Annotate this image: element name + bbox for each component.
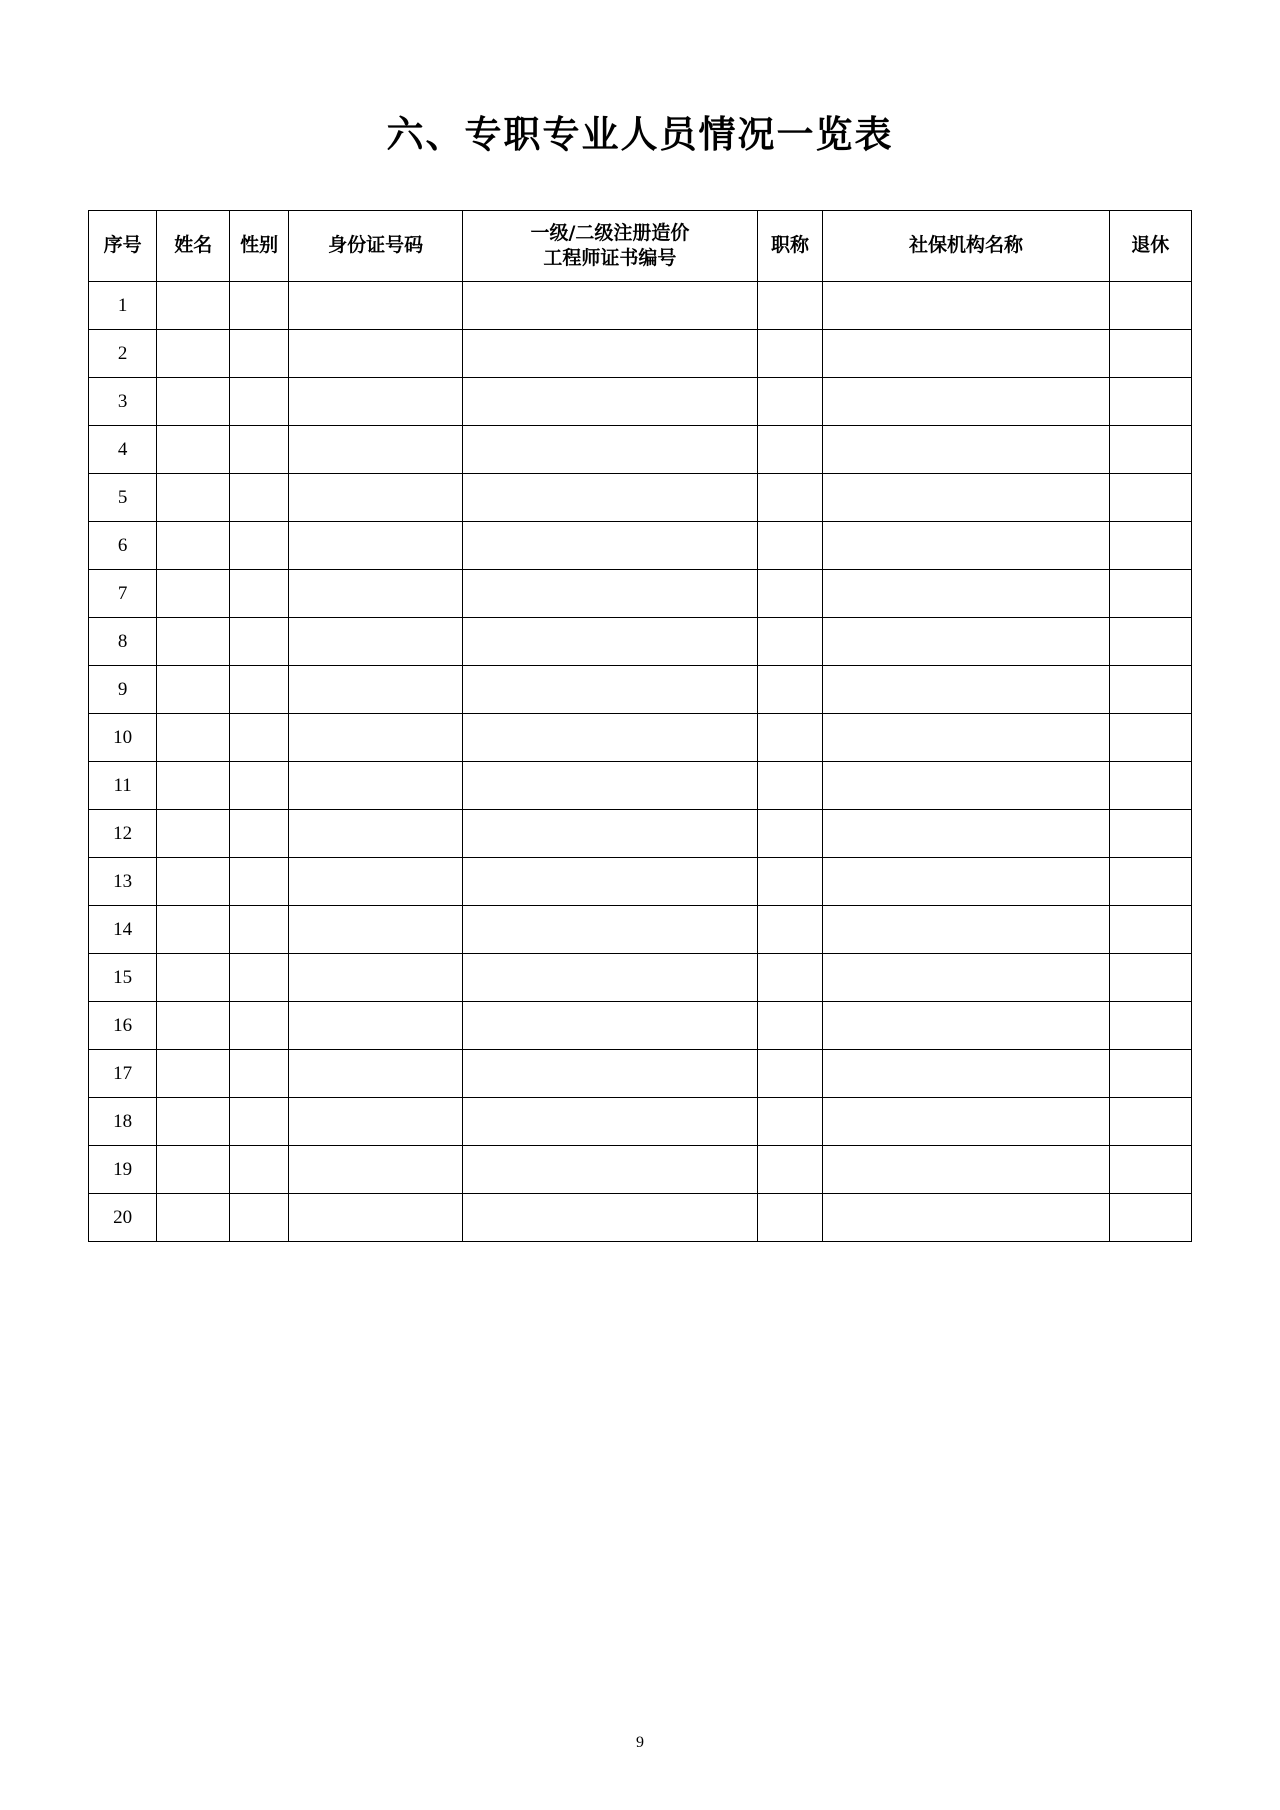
cell-index: 1 [89,282,157,330]
cell-retired[interactable] [1109,378,1191,426]
cell-index: 2 [89,330,157,378]
cell-name[interactable] [157,426,230,474]
cell-job-title[interactable] [757,1146,823,1194]
table-body [89,282,1192,1242]
column-header-index: 序号 [89,211,157,282]
cell-social-security-org[interactable] [823,858,1109,906]
cell-index: 11 [89,762,157,810]
table-row [89,666,1192,714]
table-row [89,762,1192,810]
cell-id-number[interactable] [289,1098,463,1146]
cell-certificate-number[interactable] [463,474,757,522]
cell-name[interactable] [157,378,230,426]
cell-id-number[interactable] [289,858,463,906]
cell-gender[interactable] [230,1194,289,1242]
cell-gender[interactable] [230,954,289,1002]
column-header-name: 姓名 [157,211,230,282]
cell-social-security-org[interactable] [823,378,1109,426]
cell-index: 7 [89,570,157,618]
table-row [89,282,1192,330]
certificate-header-line-1: 一级/二级注册造价 [530,221,690,244]
cell-social-security-org[interactable] [823,1146,1109,1194]
cell-social-security-org[interactable] [823,762,1109,810]
cell-gender[interactable] [230,762,289,810]
cell-id-number[interactable] [289,1002,463,1050]
cell-name[interactable] [157,666,230,714]
cell-certificate-number[interactable] [463,426,757,474]
cell-gender[interactable] [230,1098,289,1146]
cell-social-security-org[interactable] [823,954,1109,1002]
cell-id-number[interactable] [289,954,463,1002]
cell-index: 18 [89,1098,157,1146]
cell-certificate-number[interactable] [463,378,757,426]
personnel-table [88,210,1192,1242]
cell-job-title[interactable] [757,762,823,810]
cell-job-title[interactable] [757,618,823,666]
cell-name[interactable] [157,810,230,858]
cell-retired[interactable] [1109,426,1191,474]
cell-index: 15 [89,954,157,1002]
cell-job-title[interactable] [757,906,823,954]
cell-job-title[interactable] [757,570,823,618]
cell-retired[interactable] [1109,1194,1191,1242]
cell-social-security-org[interactable] [823,330,1109,378]
cell-id-number[interactable] [289,474,463,522]
cell-job-title[interactable] [757,426,823,474]
table-header-row [89,211,1192,282]
cell-retired[interactable] [1109,858,1191,906]
cell-index: 13 [89,858,157,906]
cell-name[interactable] [157,618,230,666]
cell-certificate-number[interactable] [463,906,757,954]
cell-name[interactable] [157,714,230,762]
cell-id-number[interactable] [289,522,463,570]
cell-job-title[interactable] [757,858,823,906]
cell-social-security-org[interactable] [823,1194,1109,1242]
cell-certificate-number[interactable] [463,1194,757,1242]
cell-job-title[interactable] [757,282,823,330]
cell-index: 3 [89,378,157,426]
cell-job-title[interactable] [757,378,823,426]
cell-job-title[interactable] [757,1098,823,1146]
cell-gender[interactable] [230,810,289,858]
page-number: 9 [636,1734,644,1751]
table-row [89,378,1192,426]
cell-certificate-number[interactable] [463,762,757,810]
table-row [89,1146,1192,1194]
table-row [89,954,1192,1002]
cell-id-number[interactable] [289,1146,463,1194]
table-header [89,211,1192,282]
cell-gender[interactable] [230,282,289,330]
cell-index: 19 [89,1146,157,1194]
cell-id-number[interactable] [289,906,463,954]
cell-index: 5 [89,474,157,522]
column-header-social-security-org: 社保机构名称 [823,211,1109,282]
cell-job-title[interactable] [757,1050,823,1098]
cell-name[interactable] [157,1050,230,1098]
cell-gender[interactable] [230,906,289,954]
cell-gender[interactable] [230,378,289,426]
column-header-job-title: 职称 [757,211,823,282]
cell-name[interactable] [157,570,230,618]
table-row [89,474,1192,522]
cell-retired[interactable] [1109,474,1191,522]
cell-gender[interactable] [230,1002,289,1050]
cell-social-security-org[interactable] [823,618,1109,666]
cell-retired[interactable] [1109,666,1191,714]
cell-id-number[interactable] [289,378,463,426]
cell-name[interactable] [157,522,230,570]
cell-certificate-number[interactable] [463,666,757,714]
cell-gender[interactable] [230,570,289,618]
cell-social-security-org[interactable] [823,1002,1109,1050]
cell-certificate-number[interactable] [463,618,757,666]
table-row [89,1002,1192,1050]
cell-name[interactable] [157,474,230,522]
cell-job-title[interactable] [757,330,823,378]
cell-certificate-number[interactable] [463,954,757,1002]
cell-id-number[interactable] [289,810,463,858]
cell-certificate-number[interactable] [463,1002,757,1050]
cell-job-title[interactable] [757,522,823,570]
table-row [89,906,1192,954]
cell-index: 8 [89,618,157,666]
table-row [89,522,1192,570]
cell-social-security-org[interactable] [823,1098,1109,1146]
cell-retired[interactable] [1109,906,1191,954]
cell-gender[interactable] [230,618,289,666]
cell-retired[interactable] [1109,618,1191,666]
cell-id-number[interactable] [289,666,463,714]
cell-index: 17 [89,1050,157,1098]
cell-name[interactable] [157,1194,230,1242]
cell-retired[interactable] [1109,1146,1191,1194]
cell-index: 9 [89,666,157,714]
table-container [0,210,1280,1242]
cell-job-title[interactable] [757,810,823,858]
cell-social-security-org[interactable] [823,666,1109,714]
column-header-gender: 性别 [230,211,289,282]
cell-certificate-number[interactable] [463,1146,757,1194]
cell-index: 14 [89,906,157,954]
cell-social-security-org[interactable] [823,906,1109,954]
cell-retired[interactable] [1109,1002,1191,1050]
cell-job-title[interactable] [757,666,823,714]
table-row [89,858,1192,906]
cell-id-number[interactable] [289,618,463,666]
cell-name[interactable] [157,1098,230,1146]
page-title: 六、专职专业人员情况一览表 [386,113,894,156]
cell-gender[interactable] [230,426,289,474]
cell-index: 4 [89,426,157,474]
cell-id-number[interactable] [289,762,463,810]
cell-social-security-org[interactable] [823,810,1109,858]
cell-id-number[interactable] [289,330,463,378]
cell-index: 6 [89,522,157,570]
certificate-header-line-2: 工程师证书编号 [543,247,677,270]
column-header-retired: 退休 [1109,211,1191,282]
cell-id-number[interactable] [289,282,463,330]
cell-retired[interactable] [1109,954,1191,1002]
column-header-id-number: 身份证号码 [289,211,463,282]
cell-certificate-number[interactable] [463,1050,757,1098]
cell-name[interactable] [157,858,230,906]
cell-job-title[interactable] [757,714,823,762]
table-row [89,570,1192,618]
cell-social-security-org[interactable] [823,474,1109,522]
cell-job-title[interactable] [757,954,823,1002]
cell-name[interactable] [157,954,230,1002]
cell-index: 10 [89,714,157,762]
cell-id-number[interactable] [289,570,463,618]
cell-retired[interactable] [1109,330,1191,378]
table-row [89,714,1192,762]
column-header-certificate-number [463,211,757,282]
cell-certificate-number[interactable] [463,522,757,570]
cell-certificate-number[interactable] [463,858,757,906]
cell-gender[interactable] [230,1050,289,1098]
cell-retired[interactable] [1109,570,1191,618]
cell-gender[interactable] [230,666,289,714]
cell-gender[interactable] [230,714,289,762]
cell-gender[interactable] [230,858,289,906]
cell-index: 16 [89,1002,157,1050]
cell-id-number[interactable] [289,714,463,762]
cell-gender[interactable] [230,474,289,522]
cell-social-security-org[interactable] [823,1050,1109,1098]
cell-name[interactable] [157,906,230,954]
table-row [89,426,1192,474]
cell-retired[interactable] [1109,810,1191,858]
cell-retired[interactable] [1109,522,1191,570]
cell-gender[interactable] [230,522,289,570]
table-row [89,618,1192,666]
table-row [89,1098,1192,1146]
cell-certificate-number[interactable] [463,1098,757,1146]
table-row [89,1050,1192,1098]
table-row [89,330,1192,378]
table-row [89,810,1192,858]
cell-index: 20 [89,1194,157,1242]
cell-certificate-number[interactable] [463,282,757,330]
cell-retired[interactable] [1109,282,1191,330]
cell-name[interactable] [157,330,230,378]
cell-name[interactable] [157,282,230,330]
cell-job-title[interactable] [757,1194,823,1242]
cell-certificate-number[interactable] [463,570,757,618]
cell-job-title[interactable] [757,474,823,522]
cell-gender[interactable] [230,1146,289,1194]
cell-name[interactable] [157,1002,230,1050]
cell-name[interactable] [157,1146,230,1194]
cell-job-title[interactable] [757,1002,823,1050]
cell-social-security-org[interactable] [823,570,1109,618]
cell-name[interactable] [157,762,230,810]
cell-retired[interactable] [1109,762,1191,810]
table-row [89,1194,1192,1242]
cell-gender[interactable] [230,330,289,378]
cell-certificate-number[interactable] [463,810,757,858]
cell-social-security-org[interactable] [823,714,1109,762]
cell-social-security-org[interactable] [823,522,1109,570]
cell-retired[interactable] [1109,714,1191,762]
cell-id-number[interactable] [289,1050,463,1098]
cell-retired[interactable] [1109,1050,1191,1098]
cell-retired[interactable] [1109,1098,1191,1146]
cell-index: 12 [89,810,157,858]
cell-social-security-org[interactable] [823,282,1109,330]
cell-certificate-number[interactable] [463,714,757,762]
cell-certificate-number[interactable] [463,330,757,378]
cell-id-number[interactable] [289,426,463,474]
cell-id-number[interactable] [289,1194,463,1242]
cell-social-security-org[interactable] [823,426,1109,474]
